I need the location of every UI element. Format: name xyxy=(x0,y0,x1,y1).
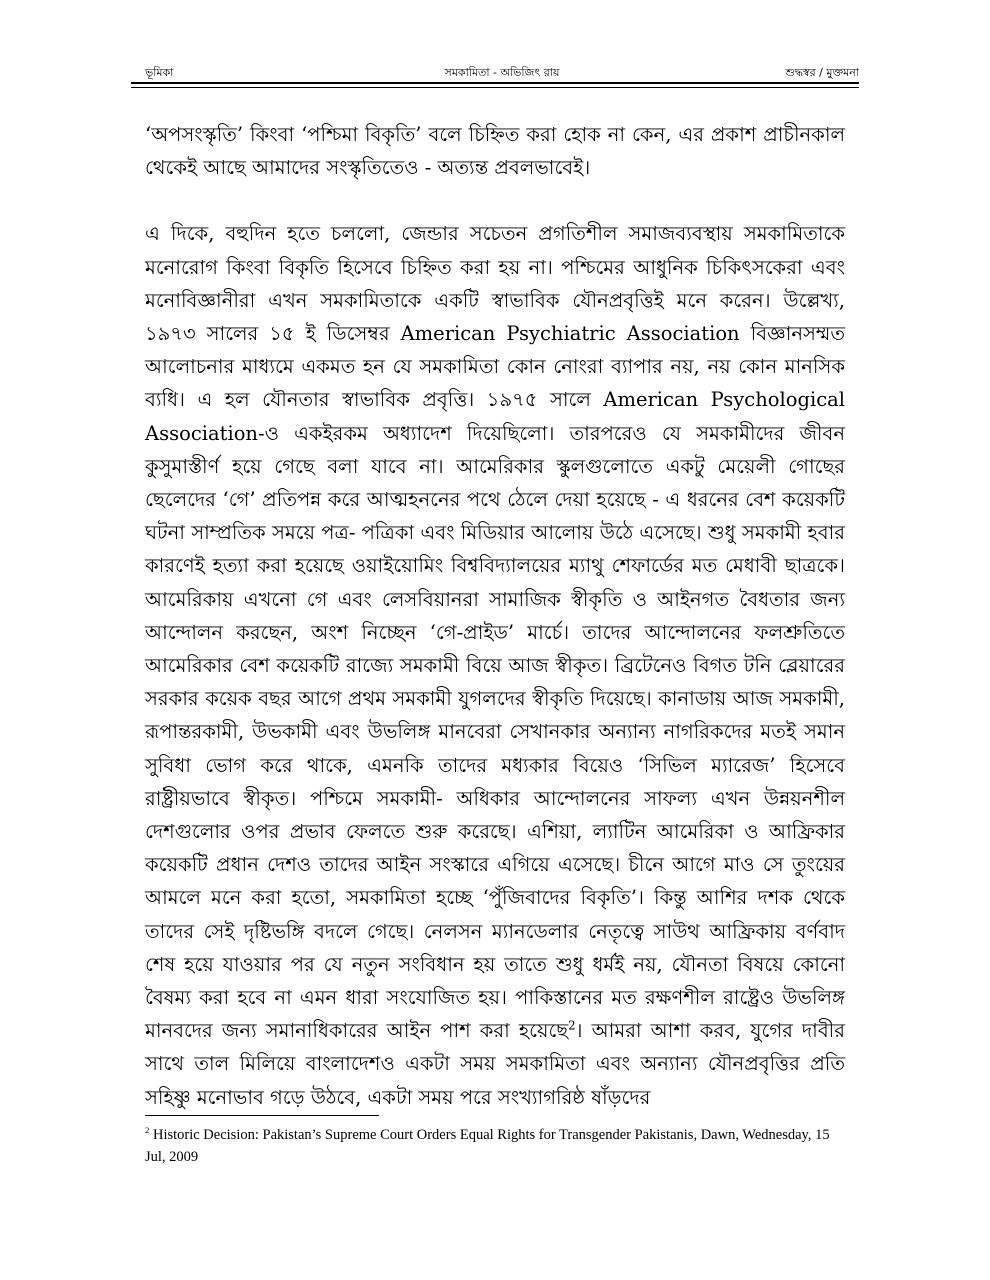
header-rule-thick xyxy=(131,82,859,84)
paragraph-2 xyxy=(145,217,845,1113)
header-publisher: শুদ্ধস্বর / মুক্তমনা xyxy=(785,66,859,79)
paragraph-1: ‘অপসংস্কৃতি’ কিংবা ‘পশ্চিমা বিকৃতি’ বলে চিহ্নিত করা হোক না কেন, এর প্রকাশ প্রাচীনকাল থেকেই আছে আমাদের সংস্কৃতিতেও - অত্যন্ত প্রবলভাবেই। xyxy=(145,123,845,180)
header-title-author: সমকামিতা - অভিজিৎ রায় xyxy=(444,66,560,79)
header-chapter: ভূমিকা xyxy=(145,66,174,79)
header-rule-thin xyxy=(131,87,859,88)
footnote-marker[interactable]: 2 xyxy=(568,1018,576,1033)
body-text xyxy=(145,118,845,1114)
footnote-text: Historic Decision: Pakistan’s Supreme Court Orders Equal Rights for Transgender Pakistanis, Dawn, Wednesday, 15 Jul, 2009 xyxy=(145,1127,830,1165)
footnote-number: 2 xyxy=(145,1125,150,1136)
page-header xyxy=(145,58,859,82)
footnote xyxy=(145,1124,845,1168)
paragraph-2-tail: । আমরা আশা করব, যুগের দাবীর সাথে তাল মিলিয়ে বাংলাদেশও একটা সময় সমকামিতা এবং অন্যান্য যৌনপ্রবৃত্তির প্রতি সহিষ্ণু মনোভাব গড়ে উঠবে, একটা সময় পরে সংখ্যাগরিষ্ঠ ষাঁড়দের xyxy=(145,1019,845,1109)
paragraph-2-main: এ দিকে, বহুদিন হতে চললো, জেন্ডার সচেতন প্রগতিশীল সমাজব্যবস্থায় সমকামিতাকে মনোরোগ কিংবা বিকৃতি হিসেবে চিহ্নিত করা হয় না। পশ্চিমের আধুনিক চিকিৎসকেরা এবং মনোবিজ্ঞানীরা এখন সমকামিতাকে একটি স্বাভাবিক যৌনপ্রবৃত্তিই মনে করেন। উল্লেখ্য, ১৯৭৩ সালের ১৫ ই ডিসেম্বর American Psychiatric Association বিজ্ঞানসম্মত আলোচনার মাধ্যমে একমত হন যে সমকামিতা কোন নোংরা ব্যাপার নয়, নয় কোন মানসিক ব্যধি। এ হল যৌনতার স্বাভাবিক প্রবৃত্তি। ১৯৭৫ সালে American Psychological Association-ও একইরকম অধ্যাদেশ দিয়েছিলো। তারপরেও যে সমকামীদের জীবন কুসুমাস্তীর্ণ হয়ে গেছে বলা যাবে না। আমেরিকার স্কুলগুলোতে একটু মেয়েলী গোছের ছেলেদের ‘গে’ প্রতিপন্ন করে আত্মহননের পথে ঠেলে দেয়া হয়েছে - এ ধরনের বেশ কয়েকটি ঘটনা সাম্প্রতিক সময়ে পত্র- পত্রিকা এবং মিডিয়ার আলোয় উঠে এসেছে। শুধু সমকামী হবার কারণেই হত্যা করা হয়েছে ওয়াইয়োমিং বিশ্ববিদ্যালয়ের ম্যাথু শেফার্ডের মত মেধাবী ছাত্রকে। আমেরিকায় এখনো গে এবং লেসবিয়ানরা সামাজিক স্বীকৃতি ও আইনগত বৈধতার জন্য আন্দোলন করছেন, অংশ নিচ্ছেন ‘গে-প্রাইড’ মার্চে। তাদের আন্দোলনের ফলশ্রুতিতে আমেরিকার বেশ কয়েকটি রাজ্যে সমকামী বিয়ে আজ স্বীকৃত। ব্রিটেনেও বিগত টনি ব্লেয়ারের সরকার কয়েক বছর আগে প্রথম সমকামী যুগলদের স্বীকৃতি দিয়েছে। কানাডায় আজ সমকামী, রূপান্তরকামী, উভকামী এবং উভলিঙ্গ মানবেরা সেখানকার অন্যান্য নাগরিকদের মতই সমান সুবিধা ভোগ করে থাকে, এমনকি তাদের মধ্যকার বিয়েও ‘সিভিল ম্যারেজ’ হিসেবে রাষ্ট্রীয়ভাবে স্বীকৃত। পশ্চিমে সমকামী- অধিকার আন্দোলনের সাফল্য এখন উন্নয়নশীল দেশগুলোর ওপর প্রভাব ফেলতে শুরু করেছে। এশিয়া, ল্যাটিন আমেরিকা ও আফ্রিকার কয়েকটি প্রধান দেশও তাদের আইন সংস্কারে এগিয়ে এসেছে। চীনে আগে মাও সে তুংয়ের আমলে মনে করা হতো, সমকামিতা হচ্ছে ‘পুঁজিবাদের বিকৃতি’। কিন্তু আশির দশক থেকে তাদের সেই দৃষ্টিভঙ্গি বদলে গেছে। নেলসন ম্যানডেলার নেতৃত্বে সাউথ আফ্রিকায় বর্ণবাদ শেষ হয়ে যাওয়ার পর যে নতুন সংবিধান হয় তাতে শুধু ধর্মই নয়, যৌনতা বিষয়ে কোনো বৈষম্য করা হবে না এমন ধারা সংযোজিত হয়। পাকিস্তানের মত রক্ষণশীল রাষ্ট্রেও উভলিঙ্গ মানবদের জন্য সমানাধিকারের আইন পাশ করা হয়েছে xyxy=(145,222,845,1043)
footnote-rule xyxy=(145,1115,379,1116)
